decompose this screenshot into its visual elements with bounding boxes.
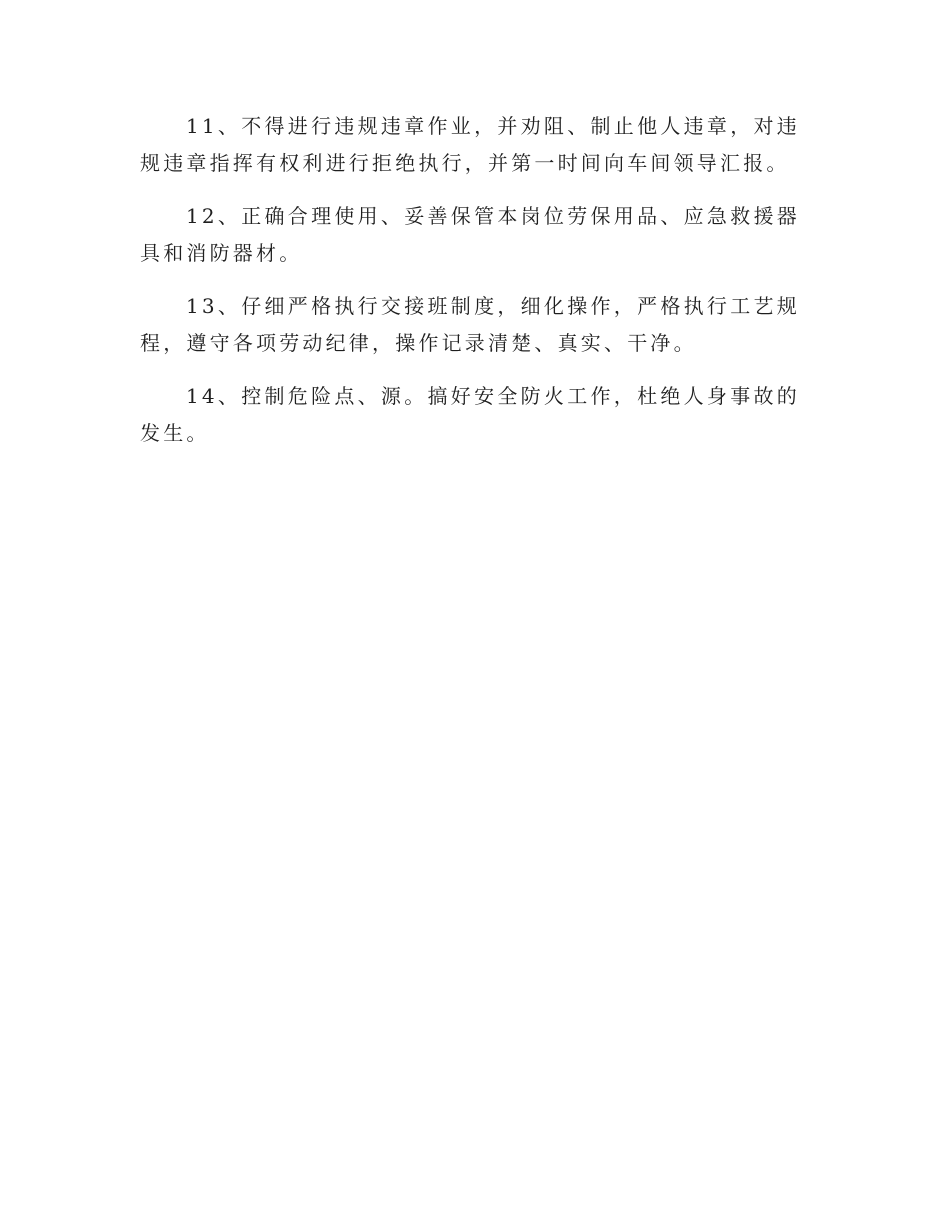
paragraph-item-13: 13、仔细严格执行交接班制度，细化操作，严格执行工艺规程，遵守各项劳动纪律，操作记录清楚、真实、干净。: [140, 294, 800, 355]
paragraph-item-12: 12、正确合理使用、妥善保管本岗位劳保用品、应急救援器具和消防器材。: [140, 204, 800, 265]
paragraph-item-11: 11、不得进行违规违章作业，并劝阻、制止他人违章，对违规违章指挥有权利进行拒绝执行，并第一时间向车间领导汇报。: [140, 114, 800, 175]
paragraph-item-14: 14、控制危险点、源。搞好安全防火工作，杜绝人身事故的发生。: [140, 384, 800, 445]
document-body: [140, 108, 800, 468]
